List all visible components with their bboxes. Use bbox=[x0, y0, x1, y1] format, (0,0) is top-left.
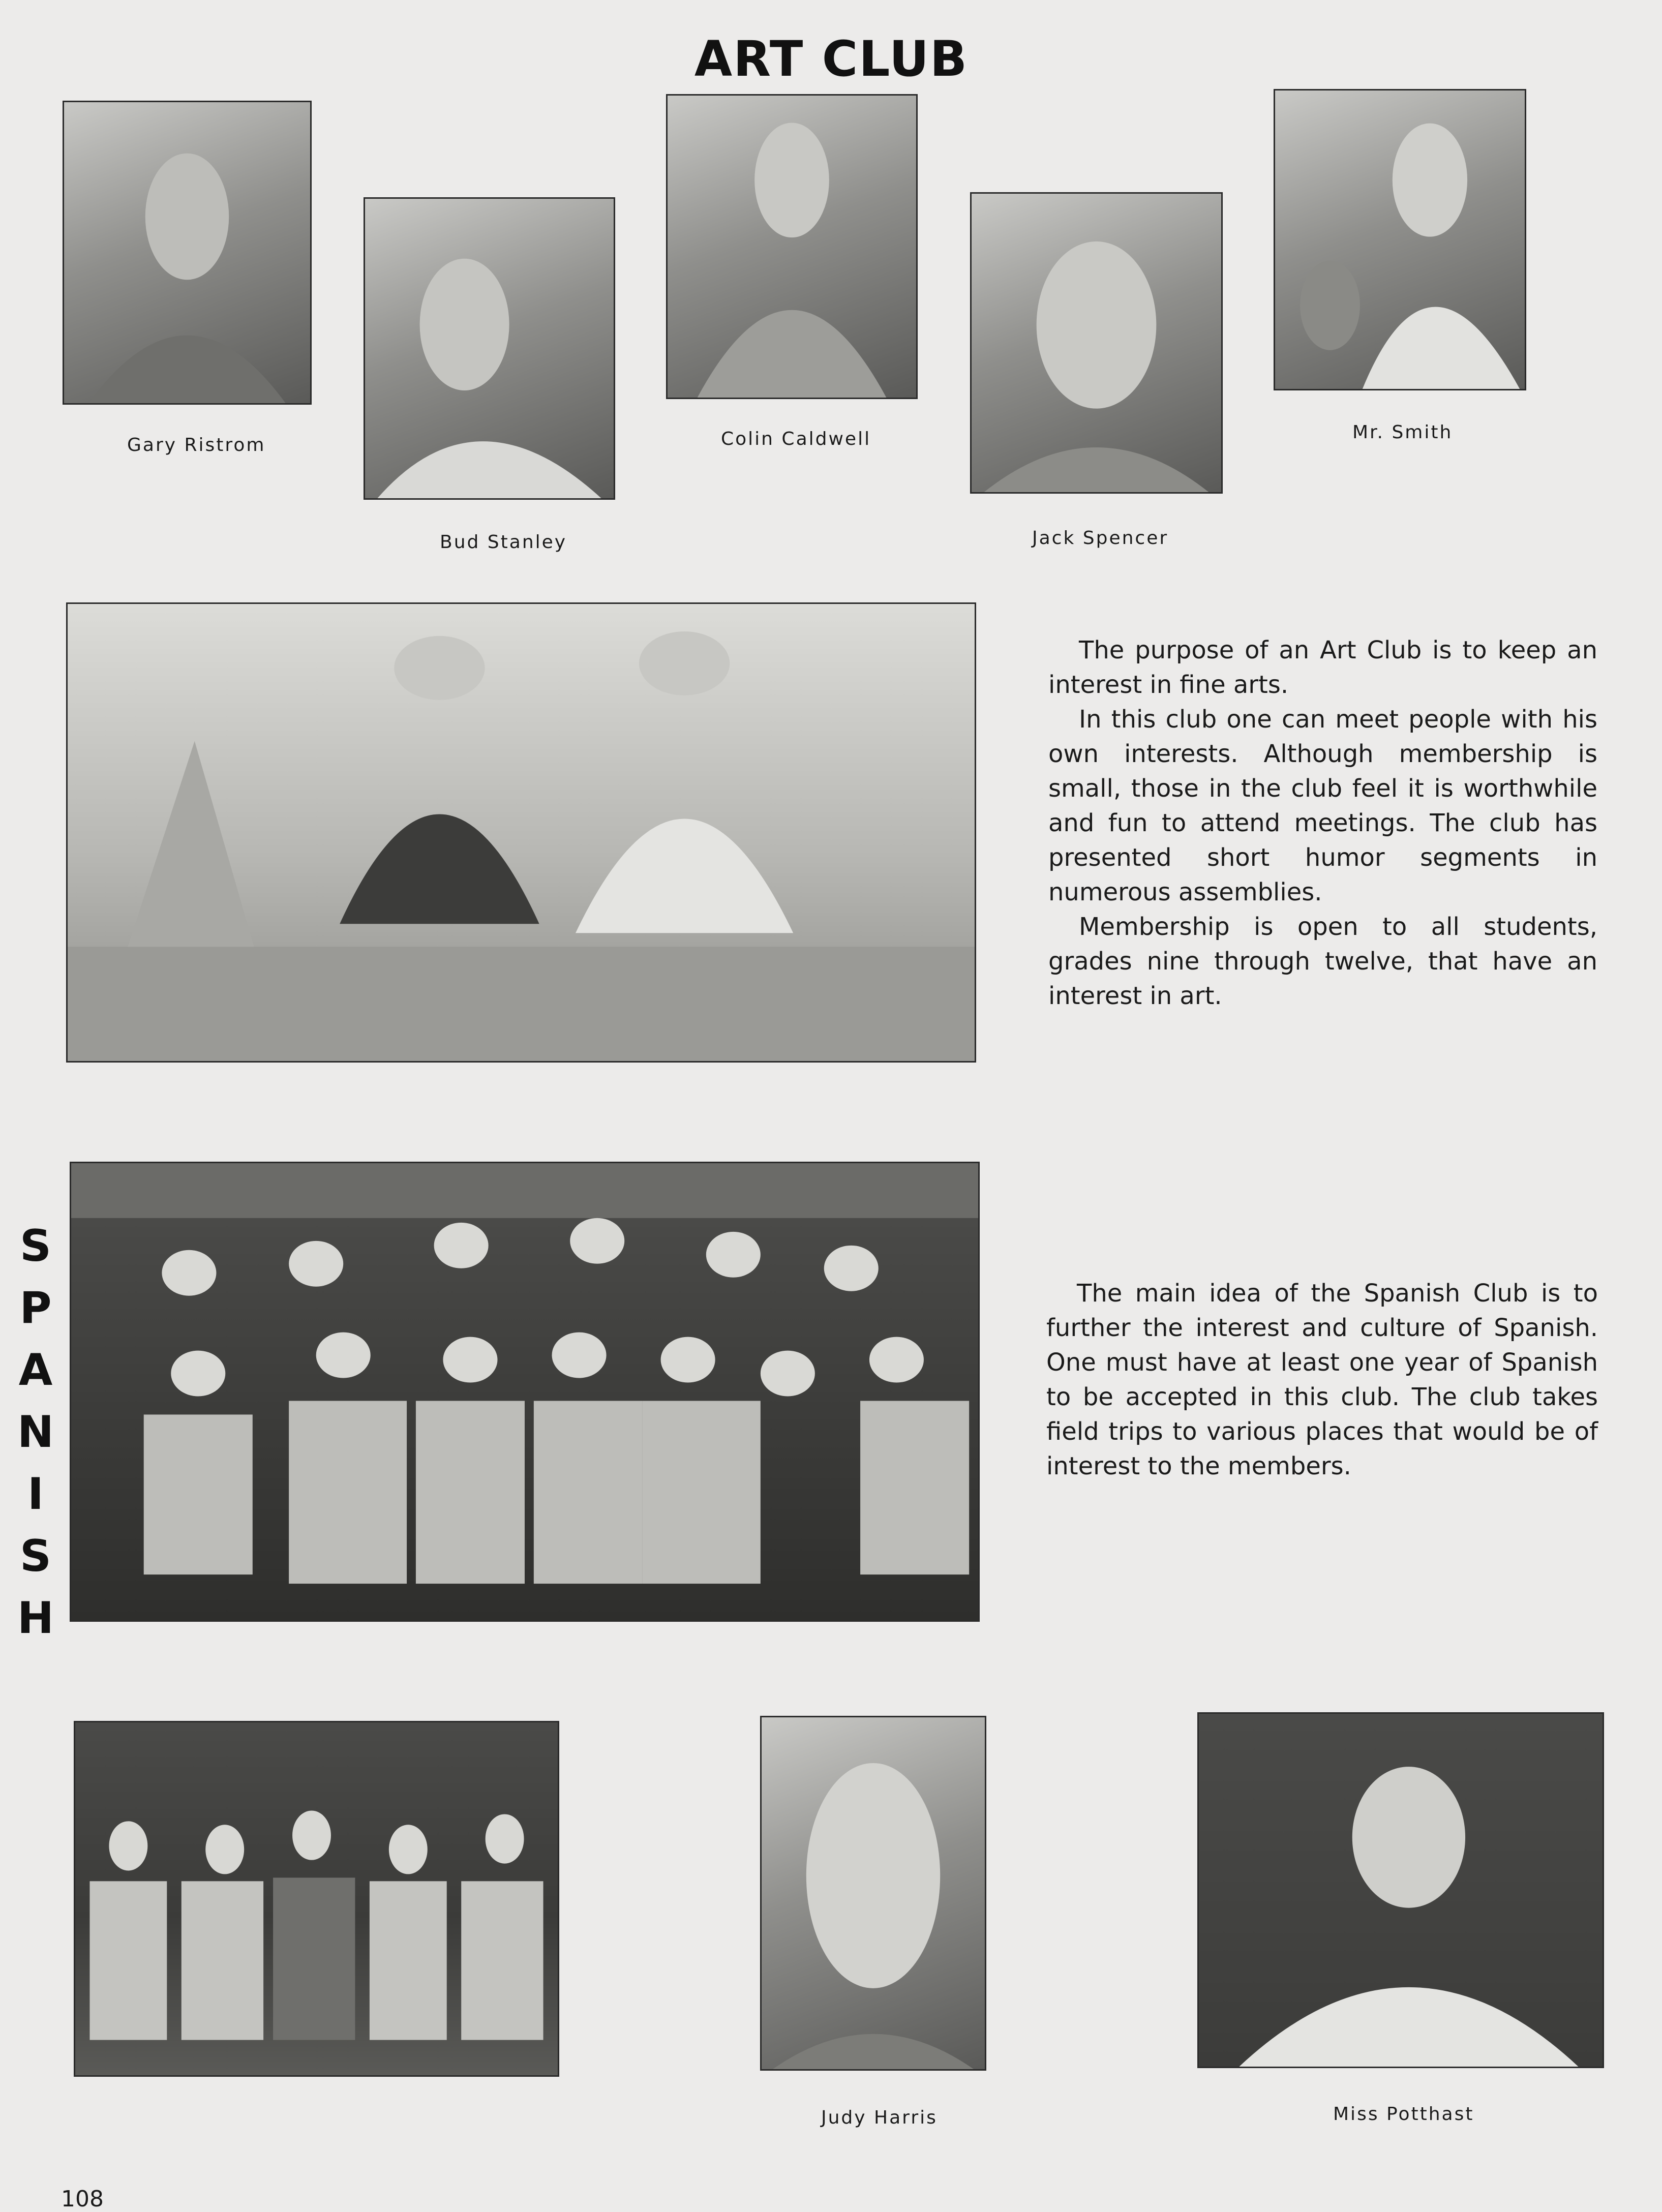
art-club-description bbox=[1048, 633, 1597, 1013]
spanish-club-officers-photo bbox=[74, 1721, 559, 2077]
page-title: ART CLUB bbox=[694, 31, 969, 87]
portrait-photo-jack-spencer bbox=[970, 192, 1223, 494]
side-label-letter: N bbox=[17, 1407, 54, 1458]
caption-colin-caldwell: Colin Caldwell bbox=[721, 429, 871, 449]
spanish-club-description bbox=[1046, 1276, 1598, 1483]
art-club-paragraph: Membership is open to all students, grades nine through twelve, that have an interest in art. bbox=[1048, 913, 1597, 1010]
side-label-letter: S bbox=[20, 1531, 51, 1582]
spanish-club-paragraph: The main idea of the Spanish Club is to further the interest and culture of Spanish. One must have at least one year of Spanish to be accepted in this club. The club takes field trips to various places that would be of interest to the members. bbox=[1046, 1279, 1598, 1480]
caption-miss-potthast: Miss Potthast bbox=[1333, 2104, 1474, 2125]
art-club-paragraph: In this club one can meet people with his own interests. Although membership is small, those in the club feel it is worthwhile and fun to attend meetings. The club has presented short humor segments in numerous assemblies. bbox=[1048, 705, 1597, 906]
caption-judy-harris: Judy Harris bbox=[821, 2107, 938, 2128]
portrait-photo-judy-harris bbox=[760, 1716, 986, 2071]
portrait-photo-mr-smith bbox=[1274, 89, 1526, 390]
portrait-photo-gary-ristrom bbox=[63, 101, 312, 405]
portrait-photo-colin-caldwell bbox=[666, 94, 918, 399]
art-club-group-photo bbox=[66, 602, 976, 1063]
page-number: 108 bbox=[61, 2186, 104, 2212]
art-club-paragraph: The purpose of an Art Club is to keep an interest in fine arts. bbox=[1048, 636, 1597, 699]
spanish-club-group-photo bbox=[70, 1162, 980, 1622]
caption-bud-stanley: Bud Stanley bbox=[440, 532, 567, 553]
caption-mr-smith: Mr. Smith bbox=[1352, 422, 1453, 443]
caption-jack-spencer: Jack Spencer bbox=[1032, 528, 1169, 549]
spanish-side-label bbox=[15, 1215, 56, 1649]
portrait-photo-bud-stanley bbox=[364, 197, 615, 500]
side-label-letter: S bbox=[20, 1221, 51, 1271]
side-label-letter: I bbox=[27, 1469, 44, 1520]
side-label-letter: P bbox=[19, 1283, 52, 1334]
side-label-letter: A bbox=[18, 1345, 53, 1396]
caption-gary-ristrom: Gary Ristrom bbox=[127, 435, 266, 456]
portrait-photo-miss-potthast bbox=[1197, 1712, 1604, 2068]
side-label-letter: H bbox=[17, 1593, 54, 1644]
